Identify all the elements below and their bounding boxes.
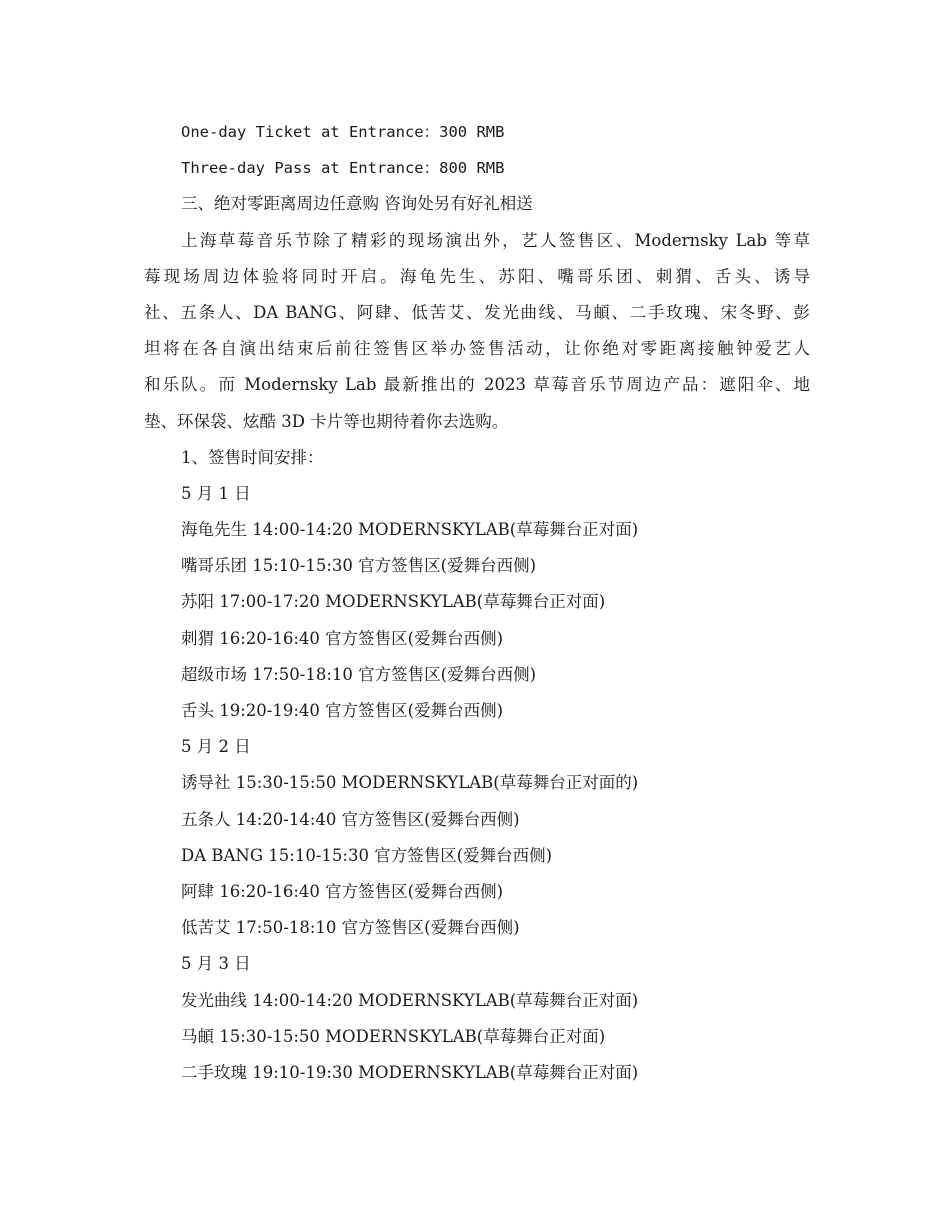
- schedule-date: 5 月 2 日: [181, 737, 251, 757]
- schedule-item: 苏阳 17:00-17:20 MODERNSKYLAB(草莓舞台正对面): [181, 592, 606, 612]
- three-day-pass-price: Three-day Pass at Entrance：800 RMB: [181, 159, 505, 178]
- schedule-item: 五条人 14:20-14:40 官方签售区(爱舞台西侧): [181, 809, 520, 829]
- schedule-date: 5 月 3 日: [181, 954, 251, 974]
- schedule-item: 嘴哥乐团 15:10-15:30 官方签售区(爱舞台西侧): [181, 556, 537, 576]
- schedule-item: 刺猬 16:20-16:40 官方签售区(爱舞台西侧): [181, 628, 504, 648]
- schedule-heading: 1、签售时间安排：: [181, 447, 324, 467]
- schedule-day-3: [144, 946, 810, 1091]
- schedule-item: DA BANG 15:10-15:30 官方签售区(爱舞台西侧): [181, 845, 553, 865]
- schedule-item: 二手玫瑰 19:10-19:30 MODERNSKYLAB(草莓舞台正对面): [181, 1062, 639, 1082]
- one-day-ticket-price: One-day Ticket at Entrance：300 RMB: [181, 123, 505, 141]
- paragraph-line: 坦将在各自演出结束后前往签售区举办签售活动，让你绝对零距离接触钟爱艺人: [144, 339, 810, 359]
- schedule-item: 诱导社 15:30-15:50 MODERNSKYLAB(草莓舞台正对面的): [181, 773, 639, 793]
- schedule-date: 5 月 1 日: [181, 483, 251, 503]
- schedule-item: 马頔 15:30-15:50 MODERNSKYLAB(草莓舞台正对面): [181, 1026, 606, 1046]
- schedule-item: 阿肆 16:20-16:40 官方签售区(爱舞台西侧): [181, 881, 504, 901]
- section-heading: 三、绝对零距离周边任意购 咨询处另有好礼相送: [181, 194, 533, 214]
- intro-paragraph: [144, 223, 810, 440]
- paragraph-line: 上海草莓音乐节除了精彩的现场演出外，艺人签售区、Modernsky Lab 等草: [181, 230, 810, 250]
- schedule-item: 超级市场 17:50-18:10 官方签售区(爱舞台西侧): [181, 664, 537, 684]
- paragraph-line: 社、五条人、DA BANG、阿肆、低苦艾、发光曲线、马頔、二手玫瑰、宋冬野、彭: [144, 302, 810, 322]
- paragraph-line: 莓现场周边体验将同时开启。海龟先生、苏阳、嘴哥乐团、刺猬、舌头、诱导: [144, 266, 810, 286]
- document-body: [144, 114, 810, 1091]
- schedule-item: 海龟先生 14:00-14:20 MODERNSKYLAB(草莓舞台正对面): [181, 520, 639, 540]
- paragraph-line: 和乐队。而 Modernsky Lab 最新推出的 2023 草莓音乐节周边产品：遮阳伞、地: [144, 375, 810, 395]
- paragraph-line: 垫、环保袋、炫酷 3D 卡片等也期待着你去选购。: [144, 411, 509, 431]
- schedule-item: 低苦艾 17:50-18:10 官方签售区(爱舞台西侧): [181, 918, 520, 938]
- schedule-day-2: [144, 729, 810, 946]
- schedule-day-1: [144, 476, 810, 729]
- schedule-item: 舌头 19:20-19:40 官方签售区(爱舞台西侧): [181, 701, 504, 720]
- schedule-item: 发光曲线 14:00-14:20 MODERNSKYLAB(草莓舞台正对面): [181, 990, 639, 1010]
